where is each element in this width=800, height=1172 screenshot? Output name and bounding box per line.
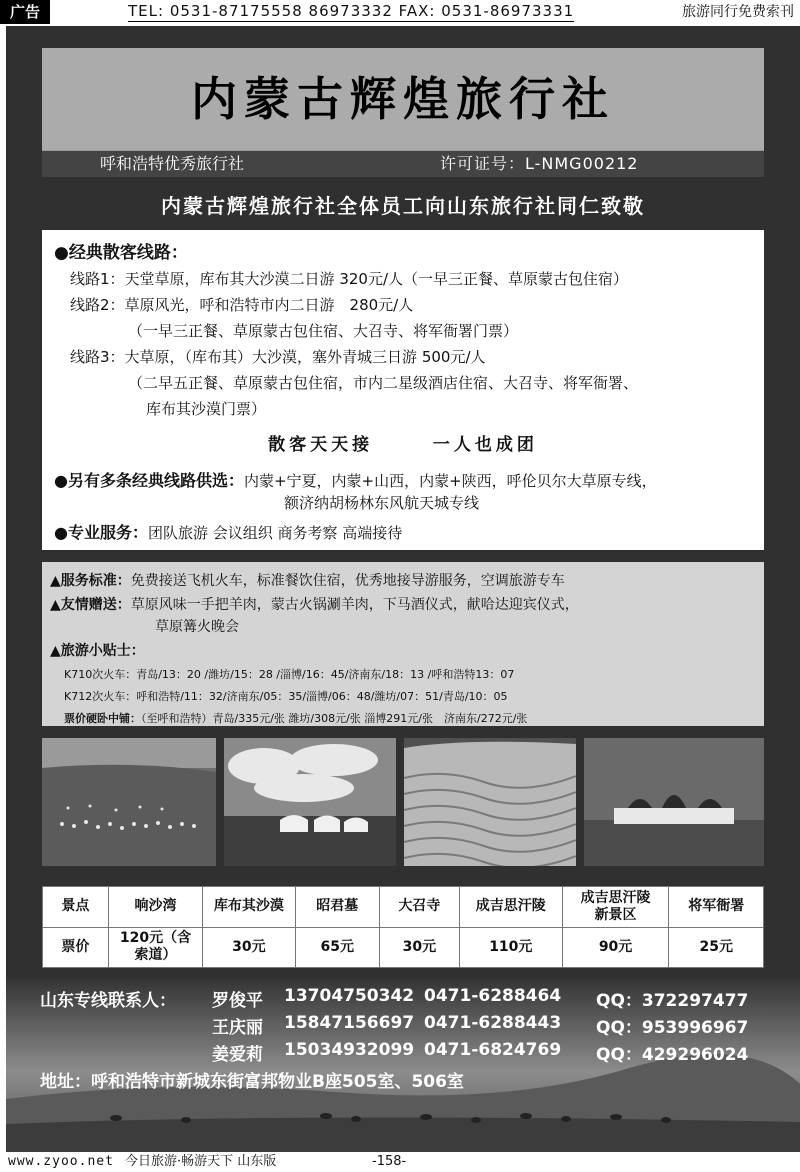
magazine-footer — [0, 1152, 800, 1172]
fare-line — [64, 710, 527, 726]
route-2: 线路2：草原风光，呼和浩特市内二日游 280元/人 — [70, 296, 414, 314]
train-k712: K712次火车：呼和浩特/11：32/济南东/05：35/淄博/06：48/潍坊/07：51/青岛/10：05 — [64, 690, 508, 703]
route-2-detail: （一早三正餐、草原蒙古包住宿、大召寺、将军衙署门票） — [128, 322, 519, 340]
more-routes-label: ●另有多条经典线路供选： — [54, 471, 244, 490]
contacts-label: 山东专线联系人： — [40, 991, 176, 1011]
fare-label: 票价硬卧中铺： — [64, 712, 141, 725]
table-header-spot: 景点 — [43, 887, 109, 928]
photo-yurts — [224, 738, 396, 866]
table-header-price: 票价 — [43, 927, 109, 968]
photo-desert — [404, 738, 576, 866]
page-number: -158- — [372, 1154, 407, 1169]
more-routes-text: 内蒙+宁夏，内蒙+山西，内蒙+陕西，呼伦贝尔大草原专线， — [243, 472, 657, 490]
more-routes — [54, 468, 657, 491]
slogan-group: 一人也成团 — [432, 435, 538, 455]
table-cell: 30元 — [379, 927, 459, 968]
table-cell: 65元 — [295, 927, 379, 968]
contact-3-qq: QQ：429296024 — [596, 1045, 749, 1065]
contact-1-mobile: 13704750342 — [284, 986, 415, 1006]
footer-website[interactable]: www.zyoo.net — [8, 1154, 114, 1169]
table-cell: 将军衙署 — [669, 887, 764, 928]
contact-3-phone: 0471-6824769 — [424, 1040, 562, 1060]
table-cell: 120元（含索道） — [108, 927, 202, 968]
table-cell: 成吉思汗陵 — [459, 887, 562, 928]
train-k710: K710次火车：青岛/13：20 /潍坊/15：28 /淄博/16：45/济南东/18：13 /呼和浩特13：07 — [64, 668, 515, 681]
contact-2-mobile: 15847156697 — [284, 1013, 415, 1033]
contact-3-name: 姜爱莉 — [212, 1045, 263, 1065]
pro-services-label: ●专业服务： — [54, 523, 148, 542]
route-1: 线路1：天堂草原，库布其大沙漠二日游 320元/人（一早三正餐、草原蒙古包住宿） — [70, 270, 628, 288]
magazine-header — [0, 0, 800, 24]
contact-2-qq: QQ：953996967 — [596, 1018, 749, 1038]
photo-grassland-sheep — [42, 738, 216, 866]
contact-3-mobile: 15034932099 — [284, 1040, 415, 1060]
price-table — [42, 886, 764, 968]
contact-1-name: 罗俊平 — [212, 991, 263, 1011]
subtitle-bar — [42, 150, 764, 177]
routes-section — [42, 230, 764, 550]
service-gift-text: 草原风味一手把羊肉，蒙古火锅涮羊肉，下马酒仪式，献哈达迎宾仪式， — [130, 597, 579, 613]
slogan — [42, 430, 764, 455]
magazine-contact: TEL: 0531-87175558 86973332 FAX: 0531-86973331 — [128, 2, 575, 20]
contact-1-qq: QQ：372297477 — [596, 991, 749, 1011]
contact-1-phone: 0471-6288464 — [424, 986, 562, 1006]
table-cell: 25元 — [669, 927, 764, 968]
service-section — [42, 562, 764, 726]
footer-slogan: 今日旅游·畅游天下 山东版 — [125, 1154, 277, 1169]
table-row-spots — [43, 887, 764, 928]
more-routes-2: 额济纳胡杨林东风航天城专线 — [284, 494, 480, 512]
table-cell: 昭君墓 — [295, 887, 379, 928]
route-3-detail: （二早五正餐、草原蒙古包住宿，市内二星级酒店住宿、大召寺、将军衙署、 — [128, 374, 639, 392]
route-3-detail-2: 库布其沙漠门票） — [146, 400, 267, 418]
table-cell: 大召寺 — [379, 887, 459, 928]
contact-2-name: 王庆丽 — [212, 1018, 263, 1038]
agency-name: 内蒙古辉煌旅行社 — [191, 72, 615, 126]
address: 地址：呼和浩特市新城东街富邦物业B座505室、506室 — [40, 1072, 464, 1092]
table-cell: 库布其沙漠 — [203, 887, 295, 928]
title-box — [42, 48, 764, 150]
license-number: 许可证号：L-NMG00212 — [440, 154, 639, 173]
table-cell: 110元 — [459, 927, 562, 968]
advertisement — [6, 26, 800, 1152]
table-cell: 成吉思汗陵新景区 — [562, 887, 669, 928]
service-gift-label: ▲友情赠送： — [50, 597, 131, 613]
table-cell: 响沙湾 — [108, 887, 202, 928]
contact-2-phone: 0471-6288443 — [424, 1013, 562, 1033]
header-right-text: 旅游同行免费索刊 — [682, 4, 794, 20]
salute-headline: 内蒙古辉煌旅行社全体员工向山东旅行社同仁致敬 — [161, 194, 645, 218]
routes-heading: ●经典散客线路： — [54, 243, 188, 263]
service-gift-2: 草原篝火晚会 — [155, 619, 239, 635]
table-row-prices — [43, 927, 764, 968]
slogan-daily: 散客天天接 — [268, 435, 374, 455]
service-standard — [50, 570, 565, 590]
agency-tagline: 呼和浩特优秀旅行社 — [100, 154, 245, 173]
fare-text: （至呼和浩特）青岛/335元/张 潍坊/308元/张 淄博291元/张 济南东/272元/张 — [141, 712, 528, 725]
service-standard-text: 免费接送飞机火车，标准餐饮住宿，优秀地接导游服务，空调旅游专车 — [130, 573, 565, 589]
route-3: 线路3：大草原，（库布其）大沙漠，塞外青城三日游 500元/人 — [70, 348, 486, 366]
service-gift — [50, 594, 579, 614]
table-cell: 30元 — [203, 927, 295, 968]
photo-mausoleum — [584, 738, 764, 866]
table-cell: 90元 — [562, 927, 669, 968]
pro-services-text: 团队旅游 会议组织 商务考察 高端接待 — [147, 524, 403, 542]
service-standard-label: ▲服务标准： — [50, 573, 131, 589]
pro-services — [54, 520, 402, 543]
ad-tag: 广告 — [0, 0, 50, 24]
tips-label: ▲旅游小贴士： — [50, 643, 145, 659]
